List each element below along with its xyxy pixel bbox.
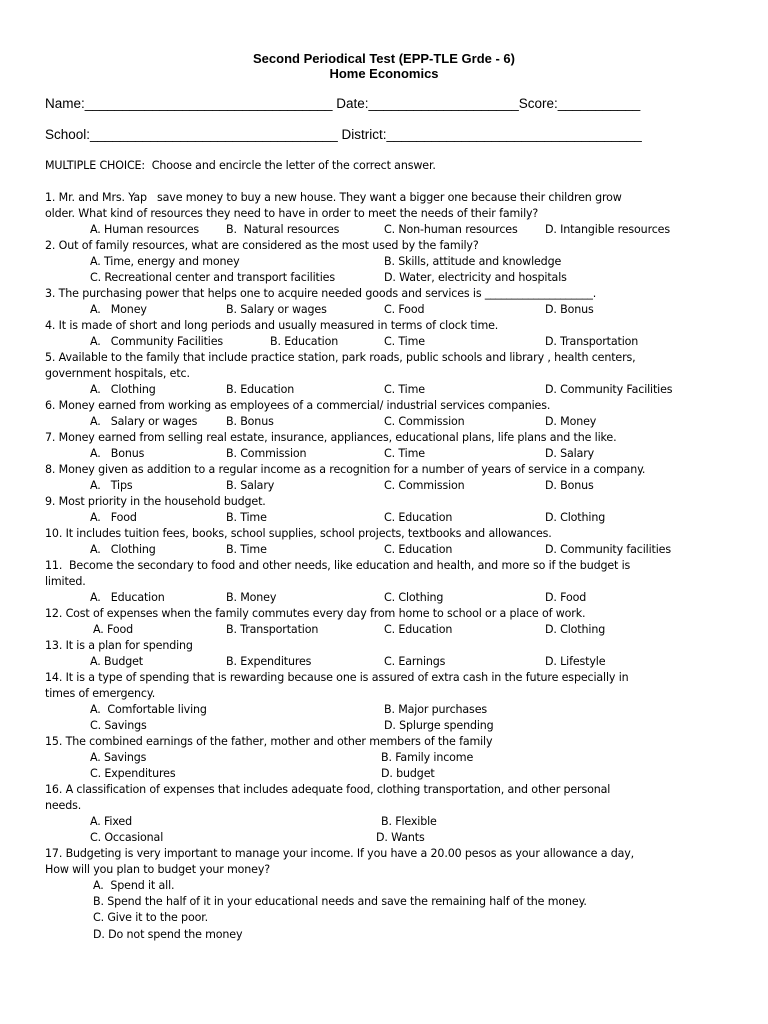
choice: B. Time xyxy=(226,511,267,524)
choice: B. Spend the half of it in your educational needs and save the remaining half of the money. xyxy=(93,895,587,908)
choice: D. Community Facilities xyxy=(545,383,673,396)
choice: C. Commission xyxy=(384,415,465,428)
choice: D. Money xyxy=(545,415,597,428)
choice: B. Skills, attitude and knowledge xyxy=(384,255,562,268)
choice: A. Comfortable living xyxy=(90,703,207,716)
choice: B. Money xyxy=(226,591,277,604)
choice: C. Expenditures xyxy=(90,767,176,780)
choice: C. Commission xyxy=(384,479,465,492)
choice: A. Community Facilities xyxy=(90,335,224,348)
choice: D. Intangible resources xyxy=(545,223,670,236)
choice: B. Natural resources xyxy=(226,223,340,236)
question-stem: 14. It is a type of spending that is rewarding because one is assured of extra cash in the future especially in xyxy=(45,671,629,684)
choice: D. Transportation xyxy=(545,335,639,348)
choice: D. Water, electricity and hospitals xyxy=(384,271,567,284)
question-stem: 7. Money earned from selling real estate, insurance, appliances, educational plans, life plans and the like. xyxy=(45,431,617,444)
question-stem: 10. It includes tuition fees, books, school supplies, school projects, textbooks and allowances. xyxy=(45,527,552,540)
choice: D. Wants xyxy=(376,831,425,844)
question-stem: 12. Cost of expenses when the family commutes every day from home to school or a place of work. xyxy=(45,607,586,620)
choice: A. Salary or wages xyxy=(90,415,198,428)
choice: C. Time xyxy=(384,335,425,348)
choice: D. Clothing xyxy=(545,623,606,636)
question-stem: needs. xyxy=(45,799,82,812)
choice: A. Budget xyxy=(90,655,143,668)
choice: B. Family income xyxy=(381,751,474,764)
question-stem: 3. The purchasing power that helps one to acquire needed goods and services is ____________________. xyxy=(45,287,597,300)
question-stem: 8. Money given as addition to a regular income as a recognition for a number of years of service in a company. xyxy=(45,463,646,476)
choice: A. Human resources xyxy=(90,223,200,236)
choice: A. Spend it all. xyxy=(93,879,175,892)
choice: C. Education xyxy=(384,543,453,556)
choice: D. Bonus xyxy=(545,303,594,316)
question-stem: 11. Become the secondary to food and other needs, like education and health, and more so if the budget is xyxy=(45,559,631,572)
choice: A. Clothing xyxy=(90,383,156,396)
page-title: Second Periodical Test (EPP-TLE Grde - 6) xyxy=(253,51,515,66)
choice: D. Splurge spending xyxy=(384,719,494,732)
choice: B. Education xyxy=(270,335,339,348)
choice: C. Education xyxy=(384,623,453,636)
choice: C. Savings xyxy=(90,719,147,732)
question-stem: 13. It is a plan for spending xyxy=(45,639,193,652)
question-stem: How will you plan to budget your money? xyxy=(45,863,271,876)
choice: D. Food xyxy=(545,591,587,604)
choice: A. Time, energy and money xyxy=(90,255,240,268)
choice: A. Clothing xyxy=(90,543,156,556)
question-stem: 17. Budgeting is very important to manage your income. If you have a 20.00 pesos as your allowance a day, xyxy=(45,847,635,860)
choice: D. Community facilities xyxy=(545,543,671,556)
choice: B. Bonus xyxy=(226,415,274,428)
choice: A. Food xyxy=(93,623,133,636)
choice: D. Lifestyle xyxy=(545,655,606,668)
question-stem: government hospitals, etc. xyxy=(45,367,190,380)
question-stem: times of emergency. xyxy=(45,687,156,700)
choice: D. Bonus xyxy=(545,479,594,492)
choice: D. Clothing xyxy=(545,511,606,524)
question-stem: 2. Out of family resources, what are considered as the most used by the family? xyxy=(45,239,479,252)
question-stem: limited. xyxy=(45,575,86,588)
school-district-line: School:_________________________________ District:__________________________________ xyxy=(45,127,642,142)
page-subtitle: Home Economics xyxy=(329,66,439,81)
choice: C. Time xyxy=(384,383,425,396)
choice: C. Food xyxy=(384,303,425,316)
choice: D. Salary xyxy=(545,447,595,460)
choice: C. Recreational center and transport facilities xyxy=(90,271,335,284)
choice: A. Bonus xyxy=(90,447,145,460)
question-stem: older. What kind of resources they need to have in order to meet the needs of their family? xyxy=(45,207,539,220)
choice: C. Give it to the poor. xyxy=(93,911,208,924)
choice: A. Fixed xyxy=(90,815,132,828)
choice: B. Major purchases xyxy=(384,703,487,716)
question-stem: 16. A classification of expenses that includes adequate food, clothing transportation, and other personal xyxy=(45,783,611,796)
question-stem: 9. Most priority in the household budget. xyxy=(45,495,266,508)
choice: D. Do not spend the money xyxy=(93,928,243,941)
question-stem: 4. It is made of short and long periods and usually measured in terms of clock time. xyxy=(45,319,499,332)
question-stem: 15. The combined earnings of the father, mother and other members of the family xyxy=(45,735,493,748)
question-stem: 1. Mr. and Mrs. Yap save money to buy a new house. They want a bigger one because their children grow xyxy=(45,191,622,204)
choice: C. Education xyxy=(384,511,453,524)
choice: B. Education xyxy=(226,383,295,396)
choice: B. Expenditures xyxy=(226,655,312,668)
choice: B. Salary xyxy=(226,479,275,492)
choice: B. Flexible xyxy=(381,815,437,828)
choice: B. Transportation xyxy=(226,623,319,636)
choice: A. Savings xyxy=(90,751,147,764)
choice: A. Food xyxy=(90,511,137,524)
choice: B. Commission xyxy=(226,447,307,460)
instructions: MULTIPLE CHOICE: Choose and encircle the letter of the correct answer. xyxy=(45,159,436,172)
choice: C. Earnings xyxy=(384,655,446,668)
choice: C. Non-human resources xyxy=(384,223,518,236)
choice: B. Salary or wages xyxy=(226,303,327,316)
question-stem: 5. Available to the family that include practice station, park roads, public schools and library , health centers, xyxy=(45,351,636,364)
choice: C. Clothing xyxy=(384,591,444,604)
choice: B. Time xyxy=(226,543,267,556)
choice: D. budget xyxy=(381,767,435,780)
choice: A. Tips xyxy=(90,479,133,492)
question-stem: 6. Money earned from working as employees of a commercial/ industrial services companies. xyxy=(45,399,551,412)
choice: A. Education xyxy=(90,591,165,604)
name-date-score-line: Name:_________________________________ Date:____________________Score:___________ xyxy=(45,96,641,111)
choice: C. Occasional xyxy=(90,831,164,844)
choice: C. Time xyxy=(384,447,425,460)
choice: A. Money xyxy=(90,303,147,316)
